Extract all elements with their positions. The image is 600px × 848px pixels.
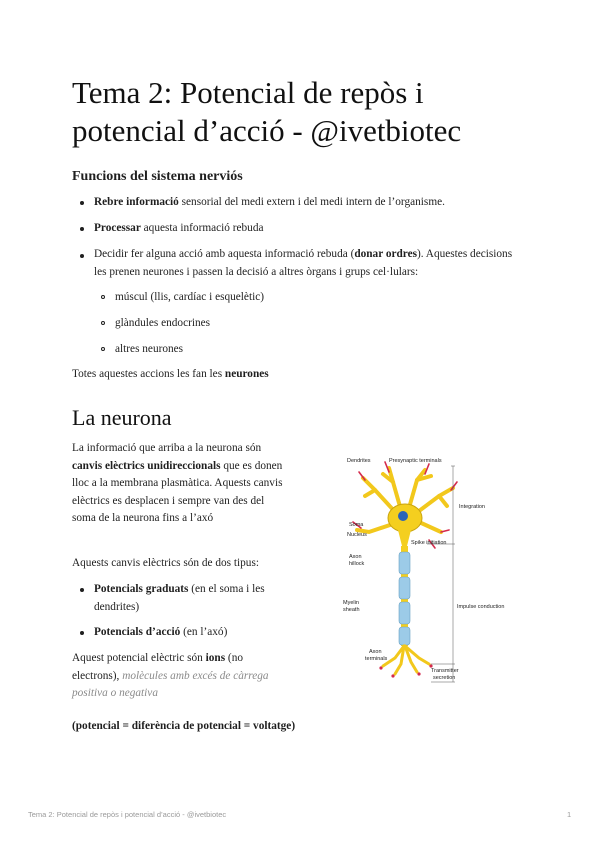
formula-line: (potencial = diferència de potencial = voltatge) <box>72 720 296 732</box>
label-presynaptic: Presynaptic terminals <box>389 458 442 464</box>
paragraph-text: Totes aquestes accions les fan les <box>72 368 225 380</box>
sub-bullet-ring <box>101 347 105 351</box>
paragraph-text: Aquest potencial elèctric són <box>72 652 206 664</box>
paragraph-bold: neurones <box>224 368 269 380</box>
label-myelin-2: sheath <box>343 607 360 613</box>
bullet-text: (en l’axó) <box>180 626 228 638</box>
label-axon-hillock-2: hillock <box>349 561 365 567</box>
axon-terminal-branches <box>383 646 429 674</box>
label-integration: Integration <box>459 504 485 510</box>
neurona-paragraph-3 <box>72 650 284 703</box>
neurona-paragraph-2: Aquests canvis elèctrics són de dos tipus: <box>72 557 259 569</box>
bullet-accio <box>94 624 294 642</box>
bullet-dot <box>80 631 84 635</box>
neuron-figure <box>335 452 520 690</box>
bullet-decidir <box>94 246 514 281</box>
paragraph-bold: canvis elèctrics unidireccionals <box>72 459 221 472</box>
sub-bullet-muscul: múscul (llis, cardíac i esquelètic) <box>115 291 264 303</box>
closing-paragraph <box>72 366 269 384</box>
myelin-sheath <box>399 552 410 645</box>
sub-bullet-neurones: altres neurones <box>115 343 184 355</box>
paragraph-text: La informació que arriba a la neurona són <box>72 442 262 454</box>
bullet-processar <box>94 220 514 238</box>
axon-hillock-shape <box>398 530 411 546</box>
bullet-text: sensorial del medi extern i del medi intern de l’organisme. <box>178 196 445 208</box>
sub-bullet-ring <box>101 321 105 325</box>
label-transmitter-1: Transmitter <box>431 668 459 674</box>
page-footer: Tema 2: Potencial de repòs i potencial d’acció - @ivetbiotec <box>28 810 227 819</box>
label-nucleus: Nucleus <box>347 532 367 538</box>
page-number: 1 <box>567 810 572 819</box>
label-spike-initiation: Spike initiation <box>411 540 447 546</box>
label-axon-terminals-2: terminals <box>365 656 388 662</box>
label-transmitter-2: secretion <box>433 675 456 681</box>
bullet-text: (en el soma i les dendrites) <box>94 583 265 613</box>
paragraph-italic: molècules amb excés de càrrega positiva o negativa <box>72 669 269 699</box>
bullet-bold: Processar <box>94 222 141 234</box>
paragraph-text: que es donen lloc a la membrana plasmàtica. Aquests canvis elèctrics es desplacen i sempre van des del soma de la neurona fins a l’axó <box>72 459 283 524</box>
label-soma: Soma <box>349 522 364 528</box>
label-axon-hillock-1: Axon <box>349 554 362 560</box>
sub-bullet-glandules: glàndules endocrines <box>115 317 211 329</box>
label-myelin-1: Myelin <box>343 600 359 606</box>
bullet-dot <box>80 254 84 258</box>
transmitter-dots <box>379 664 432 677</box>
section-heading-funcions: Funcions del sistema nerviós <box>72 169 243 184</box>
label-impulse-conduction: Impulse conduction <box>457 604 505 610</box>
bullet-bold: donar ordres <box>354 248 418 260</box>
nucleus-shape <box>398 511 408 521</box>
bullet-dot <box>80 201 84 205</box>
bullet-dot <box>80 227 84 231</box>
page-title: Tema 2: Potencial de repòs i potencial d’acció - @ivetbiotec <box>72 75 462 148</box>
bullet-text: aquesta informació rebuda <box>140 222 264 234</box>
neurona-paragraph-1 <box>72 440 284 528</box>
label-axon-terminals-1: Axon <box>369 649 382 655</box>
bullet-text: ). Aquestes decisions les prenen neurones i passen la decisió a altres òrgans i grups cel·lulars: <box>94 248 513 278</box>
bullet-rebre <box>94 194 514 212</box>
bullet-dot <box>80 588 84 592</box>
bullet-bold: Rebre informació <box>94 196 179 208</box>
sub-bullet-ring <box>101 295 105 299</box>
bullet-graduats <box>94 581 294 616</box>
paragraph-bold: ions <box>205 652 226 664</box>
bullet-text: Decidir fer alguna acció amb aquesta informació rebuda ( <box>94 248 355 260</box>
bullet-bold: Potencials graduats <box>94 583 189 595</box>
paragraph-text: (no electrons), <box>72 652 243 682</box>
section-heading-neurona: La neurona <box>72 405 172 430</box>
bullet-bold: Potencials d’acció <box>94 626 181 638</box>
label-dendrites: Dendrites <box>347 458 371 464</box>
